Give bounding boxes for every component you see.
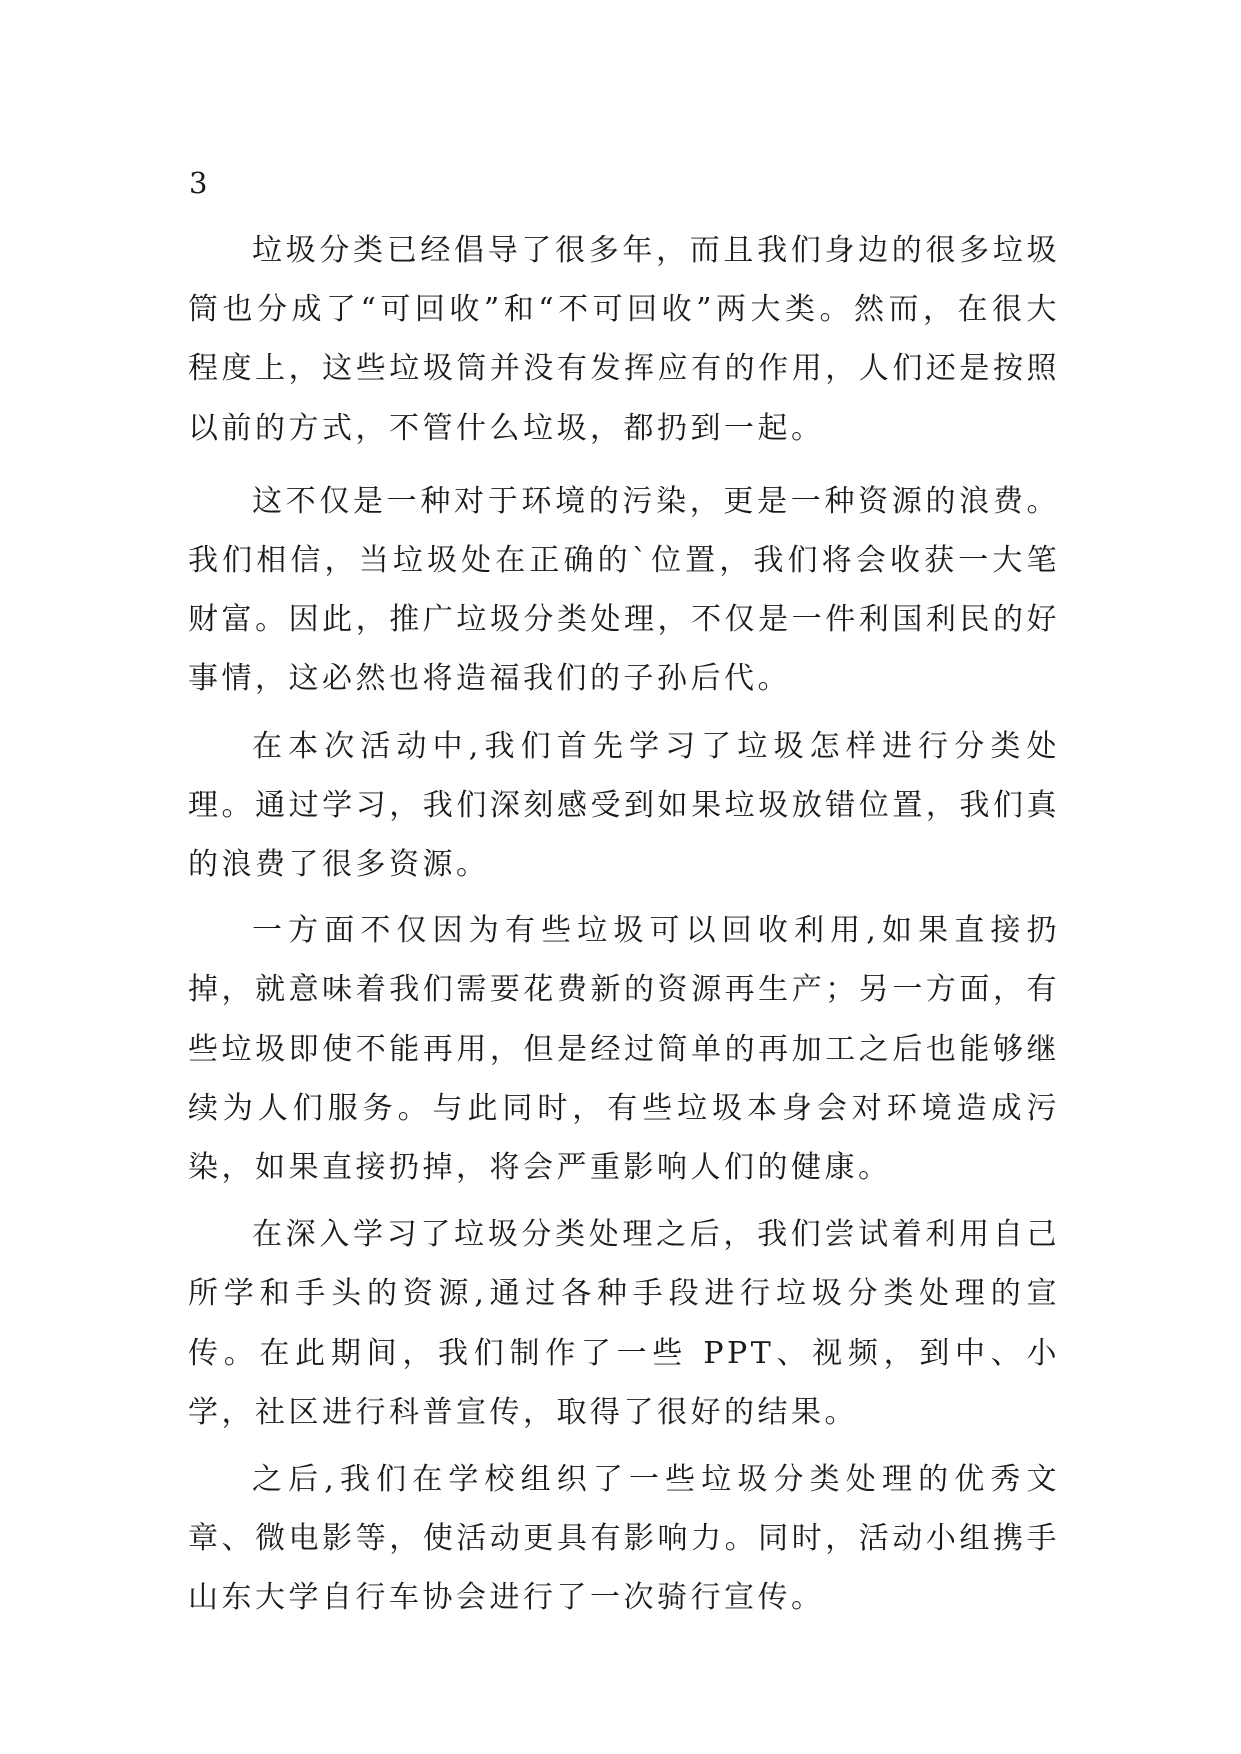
- paragraph: 垃圾分类已经倡导了很多年，而且我们身边的很多垃圾筒也分成了“可回收”和“不可回收”两大类。然而，在很大程度上，这些垃圾筒并没有发挥应有的作用，人们还是按照以前的方式，不管什么垃圾，都扔到一起。: [188, 233, 1060, 446]
- document-body: [188, 221, 1060, 1628]
- page-number: 3: [189, 166, 208, 200]
- paragraph: 一方面不仅因为有些垃圾可以回收利用,如果直接扔掉，就意味着我们需要花费新的资源再生产；另一方面，有些垃圾即使不能再用，但是经过简单的再加工之后也能够继续为人们服务。与此同时，有些垃圾本身会对环境造成污染，如果直接扔掉，将会严重影响人们的健康。: [188, 913, 1060, 1186]
- paragraph: 之后,我们在学校组织了一些垃圾分类处理的优秀文章、微电影等，使活动更具有影响力。同时，活动小组携手山东大学自行车协会进行了一次骑行宣传。: [188, 1462, 1060, 1616]
- paragraph: 在深入学习了垃圾分类处理之后，我们尝试着利用自己所学和手头的资源,通过各种手段进行垃圾分类处理的宣传。在此期间，我们制作了一些 PPT、视频，到中、小学，社区进行科普宣传，取得了很好的结果。: [188, 1217, 1060, 1430]
- paragraph: 这不仅是一种对于环境的污染，更是一种资源的浪费。我们相信，当垃圾处在正确的`位置，我们将会收获一大笔财富。因此，推广垃圾分类处理，不仅是一件利国利民的好事情，这必然也将造福我们的子孙后代。: [188, 483, 1060, 697]
- paragraph: 在本次活动中,我们首先学习了垃圾怎样进行分类处理。通过学习，我们深刻感受到如果垃圾放错位置，我们真的浪费了很多资源。: [188, 728, 1060, 883]
